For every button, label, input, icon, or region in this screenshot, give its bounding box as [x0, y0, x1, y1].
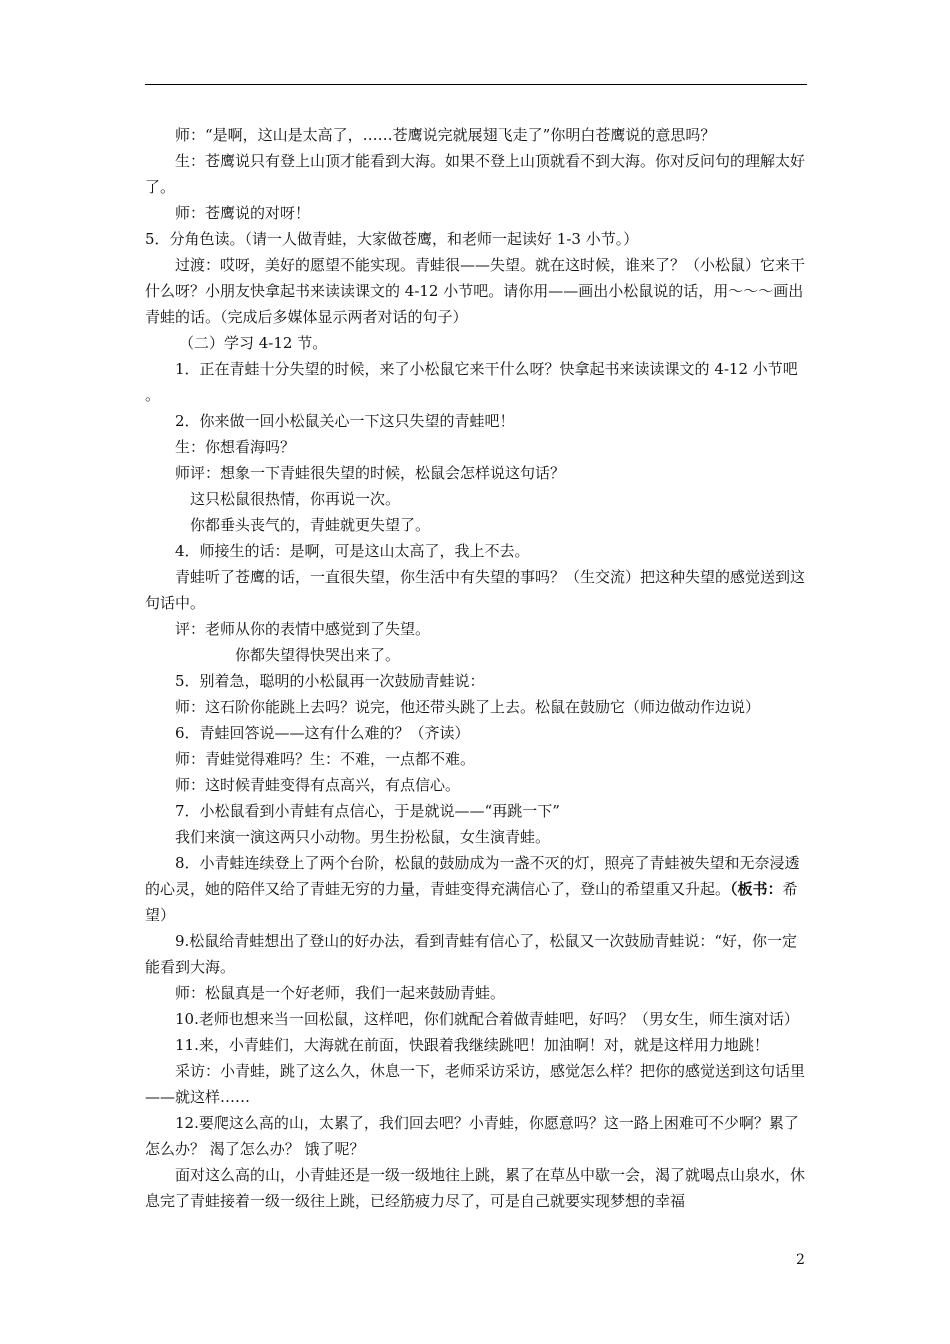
paragraph-text: 2．你来做一回小松鼠关心一下这只失望的青蛙吧！ [175, 412, 515, 430]
paragraph [145, 486, 807, 512]
paragraph-text: 师：松鼠真是一个好老师，我们一起来鼓励青蛙。 [175, 984, 506, 1002]
paragraph [145, 798, 807, 824]
paragraph-text: 师：苍鹰说的对呀！ [175, 204, 311, 222]
paragraph [145, 356, 807, 408]
paragraph [145, 746, 807, 772]
paragraph-text: 师：这时候青蛙变得有点高兴，有点信心。 [175, 776, 461, 794]
paragraph [145, 694, 807, 720]
paragraph [145, 460, 807, 486]
paragraph-text: 你都失望得快哭出来了。 [235, 646, 401, 664]
paragraph [145, 148, 807, 200]
paragraph-text: 评：老师从你的表情中感觉到了失望。 [175, 620, 431, 638]
paragraph-text: 11.来，小青蛙们，大海就在前面，快跟着我继续跳吧！加油啊！对，就是这样用力地跳！ [175, 1036, 769, 1054]
paragraph [145, 850, 807, 928]
paragraph-text: 9.松鼠给青蛙想出了登山的好办法，看到青蛙有信心了，松鼠又一次鼓励青蛙说：“好，你一定能看到大海。 [145, 932, 797, 976]
header-rule [145, 84, 807, 85]
paragraph [145, 434, 807, 460]
paragraph [145, 122, 807, 148]
paragraph-text: 生：苍鹰说只有登上山顶才能看到大海。如果不登上山顶就看不到大海。你对反问句的理解太好了。 [145, 152, 806, 196]
paragraph-text: 过渡：哎呀，美好的愿望不能实现。青蛙很——失望。就在这时候，谁来了？（小松鼠）它来干什么呀？小朋友快拿起书来读读课文的 4-12 小节吧。请你用——画出小松鼠说的话，用～～～画出青蛙的话。（完成后多媒体显示两者对话的句子） [145, 256, 806, 326]
paragraph-text: 面对这么高的山，小青蛙还是一级一级地往上跳，累了在草丛中歇一会，渴了就喝点山泉水，休息完了青蛙接着一级一级往上跳，已经筋疲力尽了，可是自己就要实现梦想的幸福 [145, 1166, 806, 1210]
paragraph [145, 226, 807, 252]
paragraph-text: 1．正在青蛙十分失望的时候，来了小松鼠它来干什么呀？快拿起书来读读课文的 4-12 小节吧。 [145, 360, 798, 404]
paragraph-text: 采访：小青蛙，跳了这么久，休息一下，老师采访采访，感觉怎么样？把你的感觉送到这句话里——就这样…… [145, 1062, 806, 1106]
paragraph [145, 512, 807, 538]
paragraph [145, 200, 807, 226]
paragraph [145, 980, 807, 1006]
paragraph [145, 1058, 807, 1110]
paragraph-text: 这只松鼠很热情，你再说一次。 [190, 490, 401, 508]
paragraph [145, 1110, 807, 1162]
paragraph [145, 616, 807, 642]
paragraph-text: 青蛙听了苍鹰的话，一直很失望，你生活中有失望的事吗？（生交流）把这种失望的感觉送到这句话中。 [145, 568, 806, 612]
paragraph [145, 772, 807, 798]
paragraph-text: 12.要爬这么高的山，太累了，我们回去吧？小青蛙，你愿意吗？这一路上困难可不少啊？累了怎么办？ 渴了怎么办？ 饿了呢？ [145, 1114, 799, 1158]
paragraph-text: 我们来演一演这两只小动物。男生扮松鼠，女生演青蛙。 [175, 828, 551, 846]
paragraph-text: 师：“是啊，这山是太高了，……苍鹰说完就展翅飞走了”你明白苍鹰说的意思吗？ [175, 126, 716, 144]
board-note-text: 希望） [145, 880, 798, 924]
paragraph-text: 5．分角色读。（请一人做青蛙，大家做苍鹰，和老师一起读好 1-3 小节。） [145, 230, 639, 248]
paragraph [145, 1162, 807, 1214]
paragraph [145, 1006, 807, 1032]
paragraph-text: （二）学习 4-12 节。 [179, 334, 328, 352]
paragraph [145, 1032, 807, 1058]
paragraph [145, 564, 807, 616]
paragraph-text: 8．小青蛙连续登上了两个台阶，松鼠的鼓励成为一盏不灭的灯，照亮了青蛙被失望和无奈浸透的心灵，她的陪伴又给了青蛙无穷的力量，青蛙变得充满信心了，登山的希望重又升起。 [145, 854, 800, 898]
paragraph [145, 668, 807, 694]
document-body [145, 122, 807, 1214]
paragraph-text: 6．青蛙回答说——这有什么难的？（齐读） [175, 724, 470, 742]
paragraph [145, 720, 807, 746]
paragraph [145, 824, 807, 850]
paragraph-text: 4．师接生的话：是啊，可是这山太高了，我上不去。 [175, 542, 530, 560]
paragraph-text: 生：你想看海吗？ [175, 438, 296, 456]
paragraph [145, 252, 807, 330]
paragraph-text: 师：这石阶你能跳上去吗？说完，他还带头跳了上去。松鼠在鼓励它（师边做动作边说） [175, 698, 761, 716]
paragraph-text: 你都垂头丧气的，青蛙就更失望了。 [190, 516, 431, 534]
paragraph [145, 538, 807, 564]
paragraph-text: 师评：想象一下青蛙很失望的时候，松鼠会怎样说这句话？ [175, 464, 566, 482]
paragraph-text: 7．小松鼠看到小青蛙有点信心，于是就说——“再跳一下” [175, 802, 560, 820]
page-number: 2 [796, 1252, 805, 1268]
board-note-label: （板书： [730, 880, 783, 898]
paragraph-text: 师：青蛙觉得难吗？生：不难，一点都不难。 [175, 750, 476, 768]
paragraph-text: 5．别着急，聪明的小松鼠再一次鼓励青蛙说： [175, 672, 485, 690]
paragraph [145, 330, 807, 356]
paragraph-text: 10.老师也想来当一回松鼠，这样吧，你们就配合着做青蛙吧，好吗？（男女生，师生演对话） [175, 1010, 799, 1028]
paragraph [145, 928, 807, 980]
paragraph [145, 408, 807, 434]
paragraph [145, 642, 807, 668]
